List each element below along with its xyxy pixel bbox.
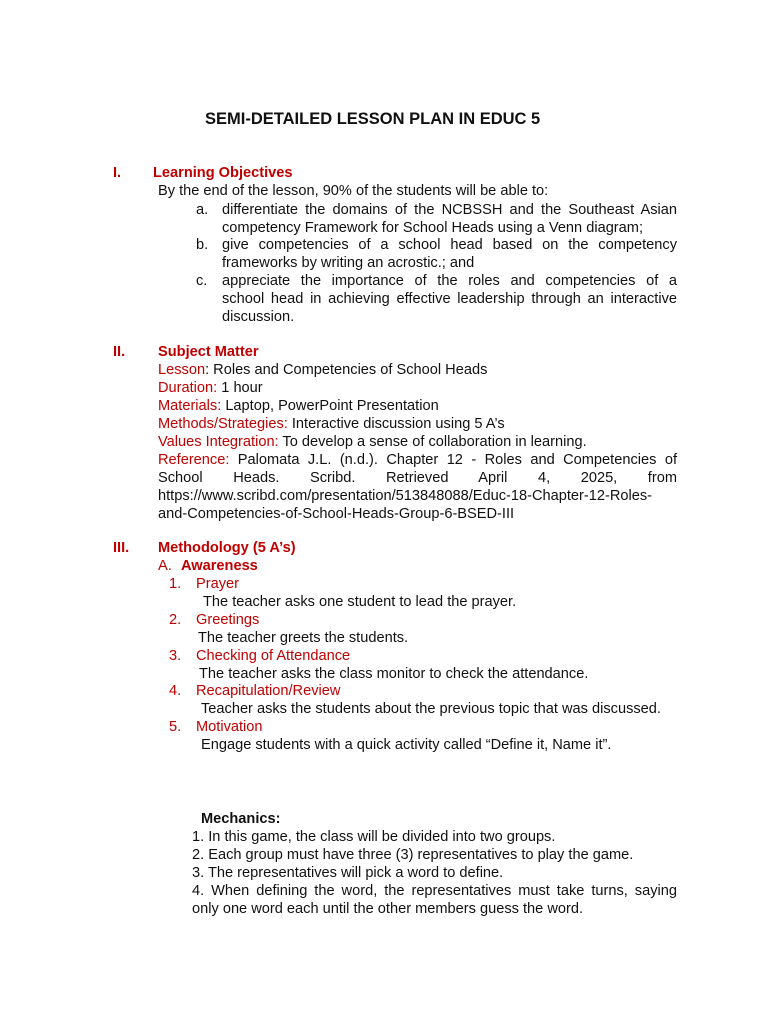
duration-value: 1 hour [217,380,263,396]
section-1-heading: Learning Objectives [153,165,293,181]
lesson-value: : Roles and Competencies of School Heads [205,362,488,378]
mechanics-item: 2. Each group must have three (3) representatives to play the game. [192,847,634,863]
duration-row [158,379,263,397]
methods-row [158,415,505,433]
objective-marker: c. [196,273,208,289]
step-number: 1. [169,576,182,592]
mechanics-item: 4. When defining the word, the representatives must take turns, saying [192,883,677,899]
values-label: Values Integration: [158,434,279,450]
step-title: Greetings [196,612,260,628]
step-description: The teacher asks the class monitor to check the attendance. [199,666,589,682]
objective-marker: b. [196,237,209,253]
methods-label: Methods/Strategies: [158,416,288,432]
materials-row [158,397,439,415]
objective-line: give competencies of a school head based on the competency [222,237,677,253]
values-row [158,433,587,451]
step-title: Checking of Attendance [196,648,351,664]
mechanics-item: only one word each until the other members guess the word. [192,901,584,917]
step-number: 4. [169,683,182,699]
reference-url-line: https://www.scribd.com/presentation/513848088/Educ-18-Chapter-12-Roles- [158,488,653,504]
step-description: The teacher greets the students. [198,630,409,646]
reference-value: Palomata J.L. (n.d.). Chapter 12 - Roles and Competencies of [229,452,677,468]
step-title: Motivation [196,719,263,735]
section-1-number: I. [113,165,122,181]
methods-value: Interactive discussion using 5 A’s [287,416,505,432]
section-3-number: III. [113,540,130,556]
mechanics-heading: Mechanics: [201,811,281,827]
objective-line: discussion. [222,309,295,325]
lesson-label: Lesson [158,362,206,378]
step-description: Teacher asks the students about the previous topic that was discussed. [201,701,661,717]
step-title: Prayer [196,576,239,592]
objective-line: frameworks by writing an acrostic.; and [222,255,475,271]
lesson-row [158,361,487,379]
objective-line: differentiate the domains of the NCBSSH and the Southeast Asian [222,202,677,218]
materials-label: Materials: [158,398,222,414]
mechanics-item: 1. In this game, the class will be divided into two groups. [192,829,556,845]
objectives-intro: By the end of the lesson, 90% of the students will be able to: [158,183,549,199]
reference-label: Reference: [158,452,230,468]
values-value: To develop a sense of collaboration in learning. [278,434,587,450]
step-number: 5. [169,719,182,735]
reference-row [158,451,677,469]
objective-line: school head in achieving effective leadership through an interactive [222,291,677,307]
objective-line: appreciate the importance of the roles and competencies of a [222,273,677,289]
section-2-number: II. [113,344,126,360]
reference-line: School Heads. Scribd. Retrieved April 4, 2025, from [158,470,677,486]
subsection-heading: Awareness [181,558,258,574]
step-description: Engage students with a quick activity called “Define it, Name it”. [201,737,612,753]
page-title: SEMI-DETAILED LESSON PLAN IN EDUC 5 [205,110,541,128]
mechanics-item: 3. The representatives will pick a word to define. [192,865,504,881]
duration-label: Duration: [158,380,218,396]
subsection-marker: A. [158,558,172,574]
step-description: The teacher asks one student to lead the prayer. [203,594,517,610]
step-title: Recapitulation/Review [196,683,341,699]
section-3-heading: Methodology (5 A’s) [158,540,296,556]
materials-value: Laptop, PowerPoint Presentation [221,398,439,414]
section-2-heading: Subject Matter [158,344,259,360]
step-number: 3. [169,648,182,664]
step-number: 2. [169,612,182,628]
objective-line: competency Framework for School Heads using a Venn diagram; [222,220,643,236]
objective-marker: a. [196,202,209,218]
reference-url-line: and-Competencies-of-School-Heads-Group-6-BSED-III [158,506,515,522]
